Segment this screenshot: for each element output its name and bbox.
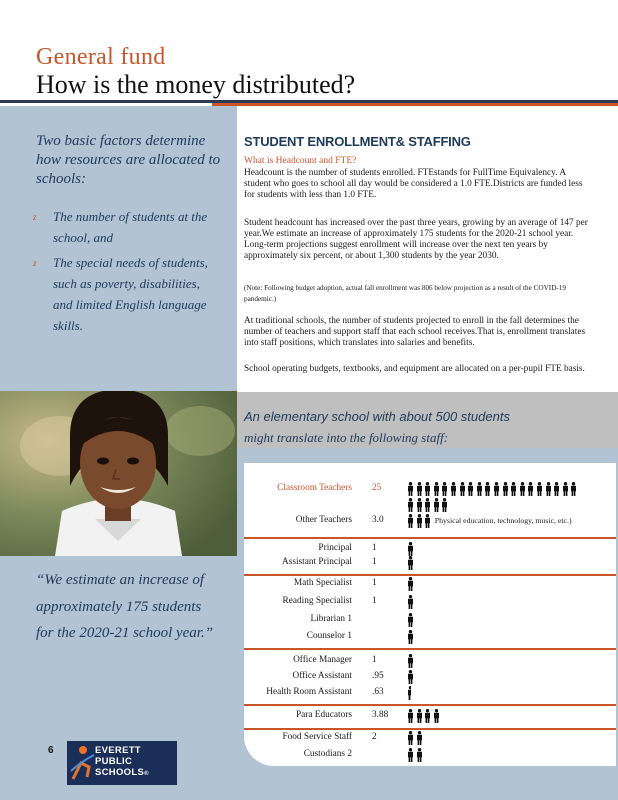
person-partial-icon <box>407 686 411 700</box>
header-accent-rule <box>212 103 618 106</box>
person-icon <box>562 482 569 496</box>
staff-fte-value: 1 <box>372 596 377 606</box>
staff-fte-value: 1 <box>372 543 377 553</box>
person-icon <box>407 654 414 668</box>
staff-role-label: Counselor 1 <box>306 631 352 641</box>
person-icon <box>416 731 423 745</box>
district-logo <box>67 741 177 785</box>
staff-fte-value: .95 <box>372 671 384 681</box>
group-divider <box>244 537 616 539</box>
person-icon <box>424 482 431 496</box>
page-number: 6 <box>48 745 54 756</box>
paragraph-staffing: At traditional schools, the number of students projected to enroll in the fall determines the number of teachers and support staff that each school receives.That is, enrollment translates into staff positions, which translates into salaries and benefits. <box>244 316 586 348</box>
person-icon <box>510 482 517 496</box>
staff-intro: An elementary school with about 500 students might translate into the following staff: <box>244 409 510 445</box>
person-icon <box>407 498 414 512</box>
staff-role-label: Office Assistant <box>292 671 352 681</box>
person-icon <box>450 482 457 496</box>
person-icon <box>407 595 414 609</box>
person-icon <box>407 748 414 762</box>
person-icon <box>545 482 552 496</box>
person-icon <box>424 709 431 723</box>
staff-fte-value: .63 <box>372 687 384 697</box>
page-title: How is the money distributed? <box>36 70 356 99</box>
staff-fte-value: 25 <box>372 483 382 493</box>
article-question: What is Headcount and FTE? <box>244 156 357 166</box>
staff-role-label: Health Room Assistant <box>266 687 352 697</box>
staff-role-label: Food Service Staff <box>282 732 352 742</box>
person-icon <box>493 482 500 496</box>
bullet-text: The number of students at the school, and <box>53 209 208 245</box>
person-icon <box>424 498 431 512</box>
student-photo <box>0 391 237 556</box>
paragraph-budget: School operating budgets, textbooks, and equipment are allocated on a per-pupil FTE basis. <box>244 364 585 374</box>
paragraph-note: (Note: Following budget adoption, actual fall enrollment was 806 below projection as a result of the COVID-19 pandemic.) <box>244 284 566 303</box>
person-icon <box>459 482 466 496</box>
person-icon <box>441 482 448 496</box>
person-icon <box>416 482 423 496</box>
staff-fte-value: 3.88 <box>372 710 389 720</box>
group-divider <box>244 704 616 706</box>
staff-fte-value: 3.0 <box>372 515 384 525</box>
section-title: General fund <box>36 44 166 70</box>
bullet-item <box>33 206 221 250</box>
staff-role-label: Reading Specialist <box>282 596 352 606</box>
person-icon <box>527 482 534 496</box>
bullet-marker-icon: z <box>33 258 37 268</box>
person-partial-icon <box>433 709 439 723</box>
student-photo-illustration <box>0 391 237 556</box>
staff-role-label: Para Educators <box>295 710 352 720</box>
person-icon <box>433 482 440 496</box>
logo-runner-icon <box>67 741 97 785</box>
staff-role-label: Other Teachers <box>295 515 352 525</box>
bullet-marker-icon: z <box>33 212 37 222</box>
pull-quote: “We estimate an increase of approximately 175 students for the 2020-21 school year.” <box>36 572 214 641</box>
person-icon <box>407 542 414 556</box>
person-icon <box>407 613 414 627</box>
person-icon <box>441 498 448 512</box>
logo-text: EVERETT PUBLIC SCHOOLS® <box>95 745 149 778</box>
person-icon <box>553 482 560 496</box>
staff-role-label: Assistant Principal <box>282 557 352 567</box>
person-icon <box>407 670 414 684</box>
bullet-item <box>33 252 221 342</box>
person-icon <box>467 482 474 496</box>
paragraph-headcount: Headcount is the number of students enrolled. FTEstands for FullTime Equivalency. A student who goes to school all day would be considered a 1.0 FTE.Districts are funded less for students with less than 1.0 FTE. <box>244 168 583 200</box>
person-icon <box>416 709 423 723</box>
staff-role-label: Librarian 1 <box>310 614 352 624</box>
person-icon <box>433 498 440 512</box>
person-icon <box>484 482 491 496</box>
person-icon <box>407 556 414 570</box>
person-icon <box>407 482 414 496</box>
person-icon <box>519 482 526 496</box>
factors-intro: Two basic factors determine how resources are allocated to schools: <box>36 133 221 187</box>
person-icon <box>570 482 577 496</box>
staff-role-label: Office Manager <box>293 655 352 665</box>
person-icon <box>416 514 423 528</box>
person-icon <box>502 482 509 496</box>
staff-fte-value: 1 <box>372 557 377 567</box>
person-icon <box>407 577 414 591</box>
bullet-text: The special needs of students, such as poverty, disabilities, and limited English language skills. <box>53 255 208 333</box>
paragraph-enrollment: Student headcount has increased over the past three years, growing by an average of 147 per year.We estimate an increase of approximately 175 students for the 2020-21 school year. Long-term projections suggest enrollment will increase over the next ten years by approximately six percent, or about 1,300 students by the year 2030. <box>244 218 588 261</box>
person-icon <box>416 748 423 762</box>
staff-fte-value: 2 <box>372 732 377 742</box>
person-icon <box>424 514 431 528</box>
staff-role-label: Classroom Teachers <box>277 483 352 493</box>
group-divider <box>244 574 616 576</box>
person-icon <box>407 514 414 528</box>
group-divider <box>244 728 616 730</box>
staff-role-label: Principal <box>318 543 352 553</box>
staff-fte-value: 1 <box>372 655 377 665</box>
staff-role-label: Math Specialist <box>293 578 352 588</box>
person-icon <box>407 630 414 644</box>
person-icon <box>476 482 483 496</box>
staff-role-label: Custodians 2 <box>303 749 352 759</box>
staff-row-note: Physical education, technology, music, etc.) <box>434 516 572 525</box>
person-icon <box>536 482 543 496</box>
staff-fte-value: 1 <box>372 578 377 588</box>
person-icon <box>407 709 414 723</box>
group-divider <box>244 648 616 650</box>
article-heading: STUDENT ENROLLMENT& STAFFING <box>244 134 471 149</box>
person-icon <box>407 731 414 745</box>
person-icon <box>416 498 423 512</box>
